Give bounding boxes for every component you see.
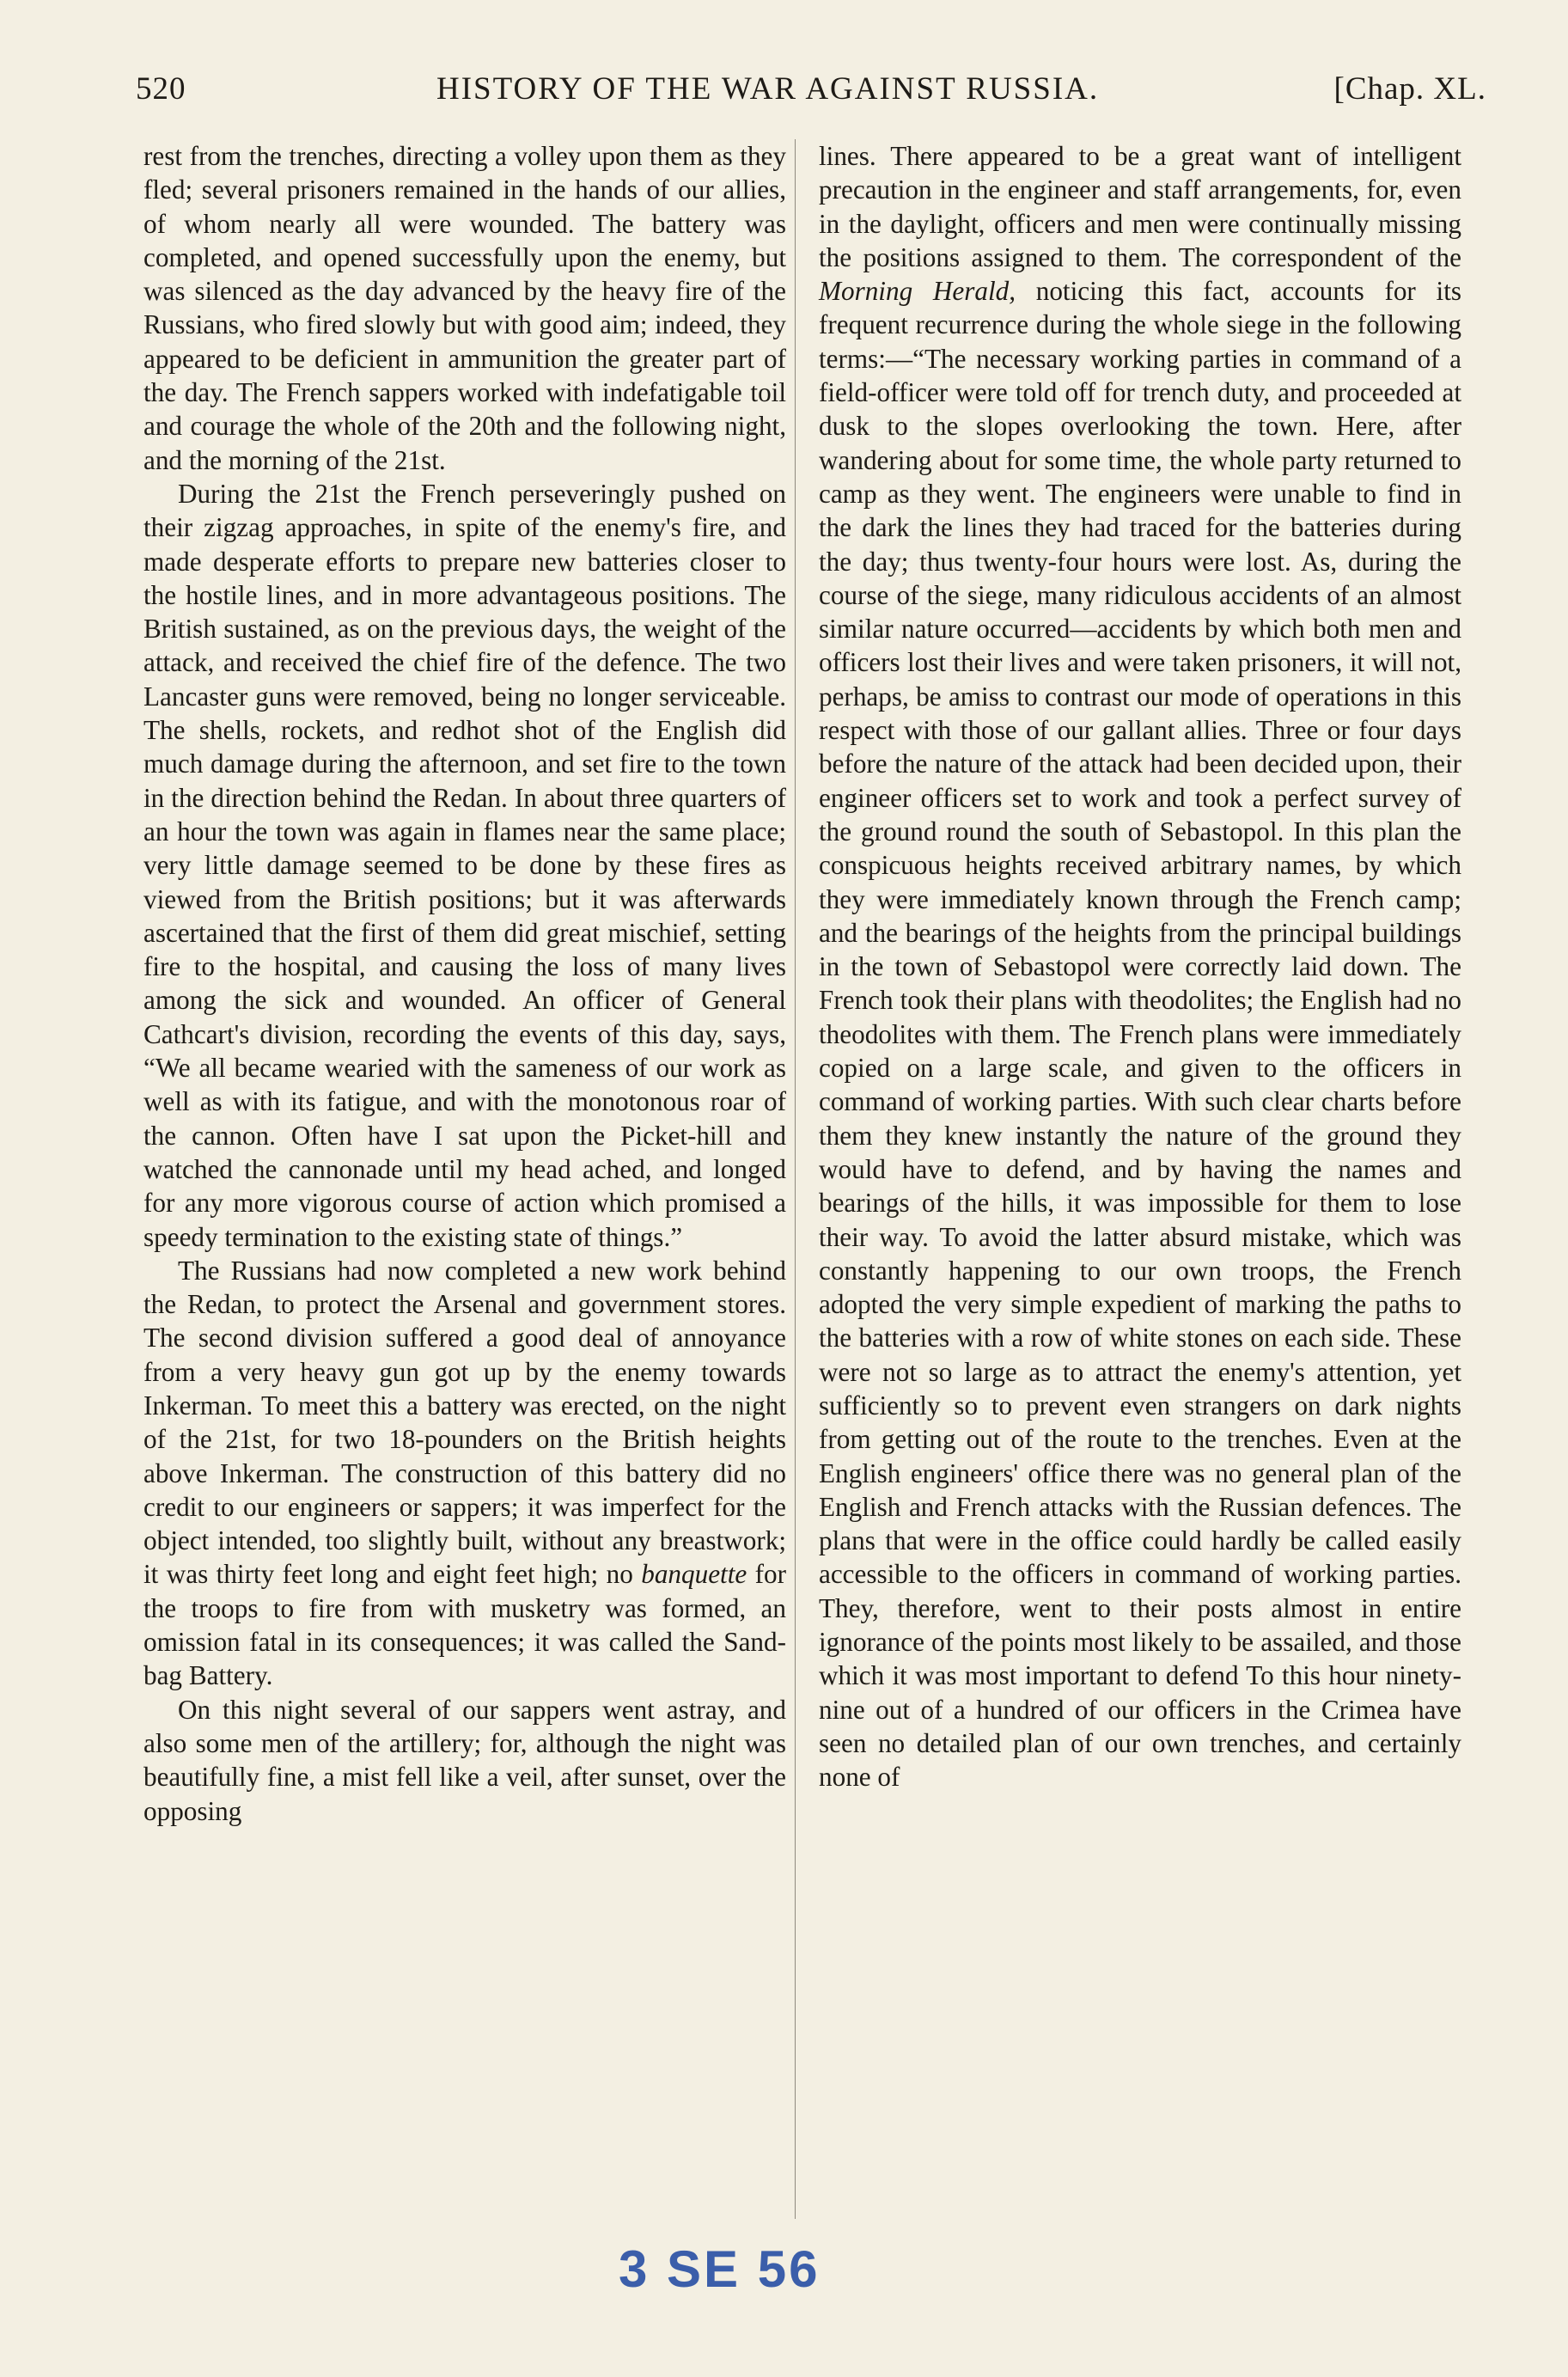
right-paragraph-1-text-b: noticing this fact, accounts for its frequent recurrence during the whole siege in the following terms:—“The necessary working parties in command of a field-officer were told off for trench duty, and proceeded at dusk to the slopes overlooking the town. Here, after wandering about for some time, the whole party returned to camp as they went. The engineers were unable to find in the dark the lines they had traced for the batteries during the day; thus twenty-four hours were lost. As, during the course of the siege, many ridiculous accidents of an almost similar nature occurred—accidents by which both men and officers lost their lives and were taken prisoners, it will not, perhaps, be amiss to contrast our mode of operations in this respect with those of our gallant allies. Three or four days before the nature of the attack had been decided upon, their engineer officers set to work and took a perfect survey of the ground round the south of Sebastopol. In this plan the conspicuous heights received arbitrary names, by which they were immediately known through the French camp; and the bearings of the heights from the principal buildings in the town of Sebastopol were correctly laid down. The French took their plans with theodolites; the English had no theodolites with them. The French plans were immediately copied on a large scale, and given to the officers in command of working parties. With such clear charts before them they knew instantly the nature of the ground they would have to defend, and by having the names and bearings of the hills, it was impossible for them to lose their way. To avoid the latter absurd mistake, which was constantly happening to our own troops, the French adopted the very simple expedient of marking the paths to the batteries with a row of white stones on each side. These were not so large as to attract the enemy's attention, yet sufficiently so to prevent even strangers on dark nights from getting out of the route to the trenches. Even at the English engineers' office there was no general plan of the English and French attacks with the Russian defences. The plans that were in the office could hardly be called easily accessible to the officers in command of working parties. They, therefore, went to their posts almost in entire ignorance of the points most likely to be assailed, and those which it was most important to defend To this hour ninety-nine out of a hundred of our officers in the Crimea have seen no detailed plan of our own trenches, and certainly none of xyxy=(819,276,1461,1793)
running-title: HISTORY OF THE WAR AGAINST RUSSIA. xyxy=(436,71,1100,107)
chapter-label: [Chap. XL. xyxy=(1333,71,1486,107)
right-paragraph-1-text-a: lines. There appeared to be a great want of intelligent precaution in the engineer and staff arrangements, for, even in the daylight, officers and men were continually missing the positions assigned to them. The correspondent of the xyxy=(819,141,1461,272)
left-paragraph-4: On this night several of our sappers went astray, and also some men of the artillery; for, although the night was beautifully fine, a mist fell like a veil, after sunset, over the opposing xyxy=(143,1694,786,1826)
left-paragraph-3-text-a: The Russians had now completed a new work behind the Redan, to protect the Arsenal and government stores. The second division suffered a good deal of annoyance from a very heavy gun got up by the enemy towards Inkerman. To meet this a battery was erected, on the night of the 21st, for two 18-pounders on the British heights above Inkerman. The construction of this battery did no credit to our engineers or sappers; it was imperfect for the object intended, too slightly built, without any breastwork; it was thirty feet long and eight feet high; no xyxy=(143,1255,786,1590)
right-column xyxy=(819,139,1461,1794)
morning-herald-italic: Morning Herald, xyxy=(819,276,1016,307)
left-paragraph-3 xyxy=(143,1254,786,1693)
banquette-italic: banquette xyxy=(641,1559,747,1590)
left-column xyxy=(143,139,786,1828)
column-divider xyxy=(795,139,796,2219)
right-paragraph-1 xyxy=(819,139,1461,1794)
page-header xyxy=(129,70,1486,122)
page-number: 520 xyxy=(136,71,186,107)
signature-mark: 3 SE 56 xyxy=(619,2240,821,2298)
left-paragraph-1: rest from the trenches, directing a volley upon them as they fled; several prisoners remained in the hands of our allies, of whom nearly all were wounded. The battery was completed, and opened successfully upon the enemy, but was silenced as the day advanced by the heavy fire of the Russians, who fired slowly but with good aim; indeed, they appeared to be deficient in ammunition the greater part of the day. The French sappers worked with indefatigable toil and courage the whole of the 20th and the following night, and the morning of the 21st. xyxy=(143,141,786,475)
left-paragraph-2: During the 21st the French perseveringly pushed on their zigzag approaches, in spite of the enemy's fire, and made desperate efforts to prepare new batteries closer to the hostile lines, and in more advantageous positions. The British sustained, as on the previous days, the weight of the attack, and received the chief fire of the defence. The two Lancaster guns were removed, being no longer serviceable. The shells, rockets, and redhot shot of the English did much damage during the afternoon, and set fire to the town in the direction behind the Redan. In about three quarters of an hour the town was again in flames near the same place; very little damage seemed to be done by these fires as viewed from the British positions; but it was afterwards ascertained that the first of them did great mischief, setting fire to the hospital, and causing the loss of many lives among the sick and wounded. An officer of General Cathcart's division, recording the events of this day, says, “We all became wearied with the sameness of our work as well as with its fatigue, and with the monotonous roar of the cannon. Often have I sat upon the Picket-hill and watched the cannonade until my head ached, and longed for any more vigorous course of action which promised a speedy termination to the existing state of things.” xyxy=(143,478,786,1252)
left-paragraph-3-text-b: for the troops to fire from with musketry was formed, an omission fatal in its consequences; it was called the Sand-bag Battery. xyxy=(143,1559,786,1691)
